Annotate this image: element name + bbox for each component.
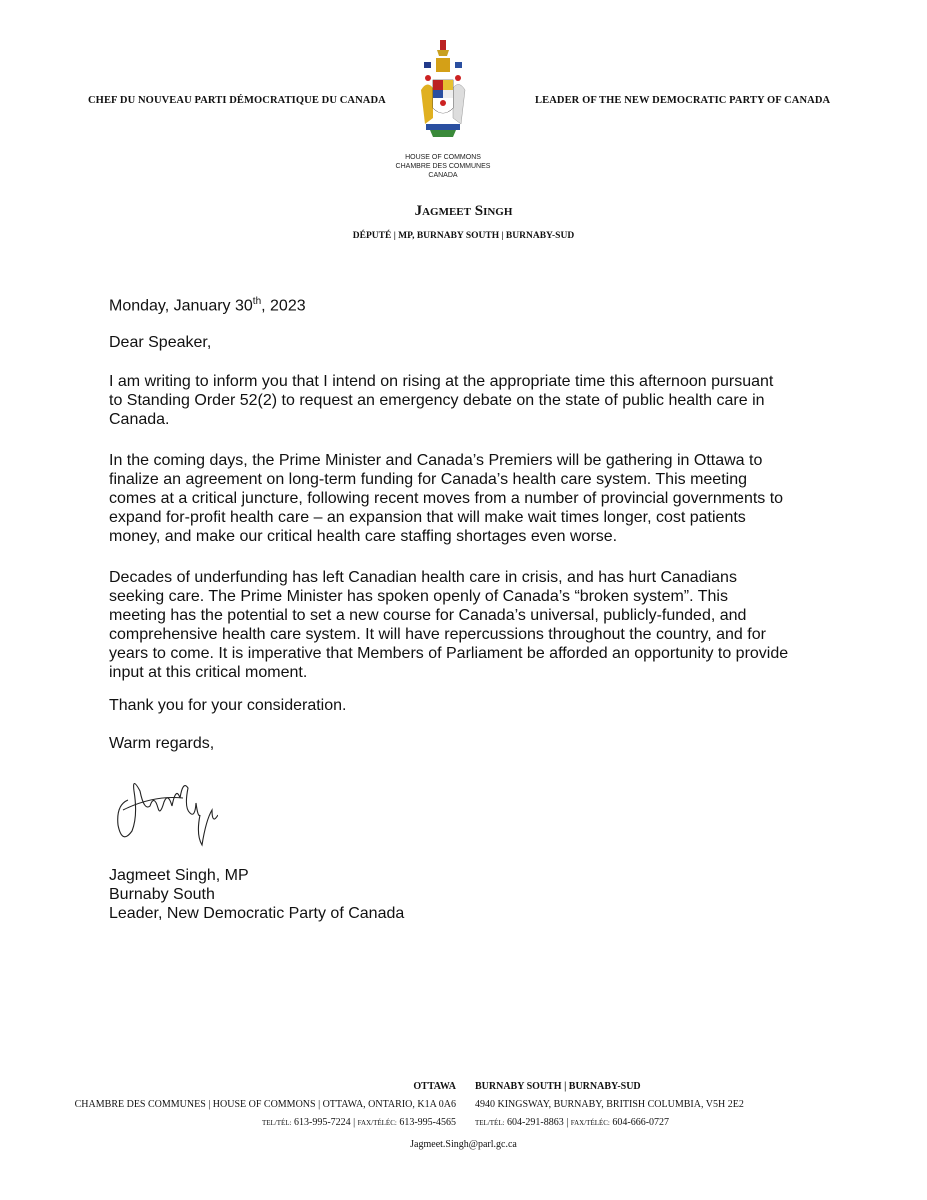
signoff-title: Leader, New Democratic Party of Canada	[109, 905, 405, 922]
crest-caption-2: CHAMBRE DES COMMUNES	[395, 163, 491, 170]
paragraph-2: In the coming days, the Prime Minister and Canada’s Premiers will be gathering in Ottawa to finalize an agreement on long-term funding for Canada’s health care system. This meeting comes at a critical juncture, following recent moves from a number of provincial governments to expand for-profit health care – an expansion that will make wait times longer, cost patients money, and make our critical health care staffing shortages even worse.	[109, 452, 784, 545]
footer-burnaby-phone: TEL/TÉL: 604-291-8863 | FAX/TÉLÉC: 604-666-0727	[475, 1117, 670, 1128]
sender-name: Jagmeet Singh	[414, 203, 513, 219]
signoff-name: Jagmeet Singh, MP	[109, 867, 249, 884]
footer-ottawa-phone: TEL/TÉL: 613-995-7224 | FAX/TÉLÉC: 613-995-4565	[261, 1117, 456, 1128]
footer-ottawa-label: OTTAWA	[413, 1081, 456, 1092]
header-right-title: LEADER OF THE NEW DEMOCRATIC PARTY OF CANADA	[535, 95, 831, 106]
paragraph-3: Decades of underfunding has left Canadian health care in crisis, and has hurt Canadians seeking care. The Prime Minister has spoken openly of Canada’s “broken system”. This meeting has the potential to set a new course for Canada’s universal, publicly-funded, and comprehensive health care system. It will have repercussions throughout the country, and for years to come. It is imperative that Members of Parliament be afforded an opportunity to provide input at this critical moment.	[109, 569, 789, 681]
closing: Warm regards,	[109, 735, 215, 752]
footer-burnaby-address: 4940 KINGSWAY, BURNABY, BRITISH COLUMBIA, V5H 2E2	[475, 1099, 744, 1110]
letter-date: Monday, January 30th, 2023	[109, 296, 306, 315]
signature-image	[108, 770, 218, 850]
footer-email[interactable]: Jagmeet.Singh@parl.gc.ca	[410, 1139, 517, 1150]
paragraph-1: I am writing to inform you that I intend on rising at the appropriate time this afternoon pursuant to Standing Order 52(2) to request an emergency debate on the state of public health care in Canada.	[109, 373, 774, 428]
footer-burnaby-label: BURNABY SOUTH | BURNABY-SUD	[475, 1081, 641, 1092]
footer-ottawa-address: CHAMBRE DES COMMUNES | HOUSE OF COMMONS | OTTAWA, ONTARIO, K1A 0A6	[74, 1099, 456, 1110]
crest-caption-1: HOUSE OF COMMONS	[405, 154, 481, 161]
thanks-line: Thank you for your consideration.	[109, 697, 347, 714]
signoff-riding: Burnaby South	[109, 886, 215, 903]
sender-riding: DÉPUTÉ | MP, BURNABY SOUTH | BURNABY-SUD	[352, 231, 575, 241]
salutation: Dear Speaker,	[109, 334, 212, 351]
coat-of-arms-icon	[418, 40, 468, 145]
crest-caption-3: CANADA	[428, 172, 458, 179]
header-left-title: CHEF DU NOUVEAU PARTI DÉMOCRATIQUE DU CANADA	[88, 95, 386, 106]
